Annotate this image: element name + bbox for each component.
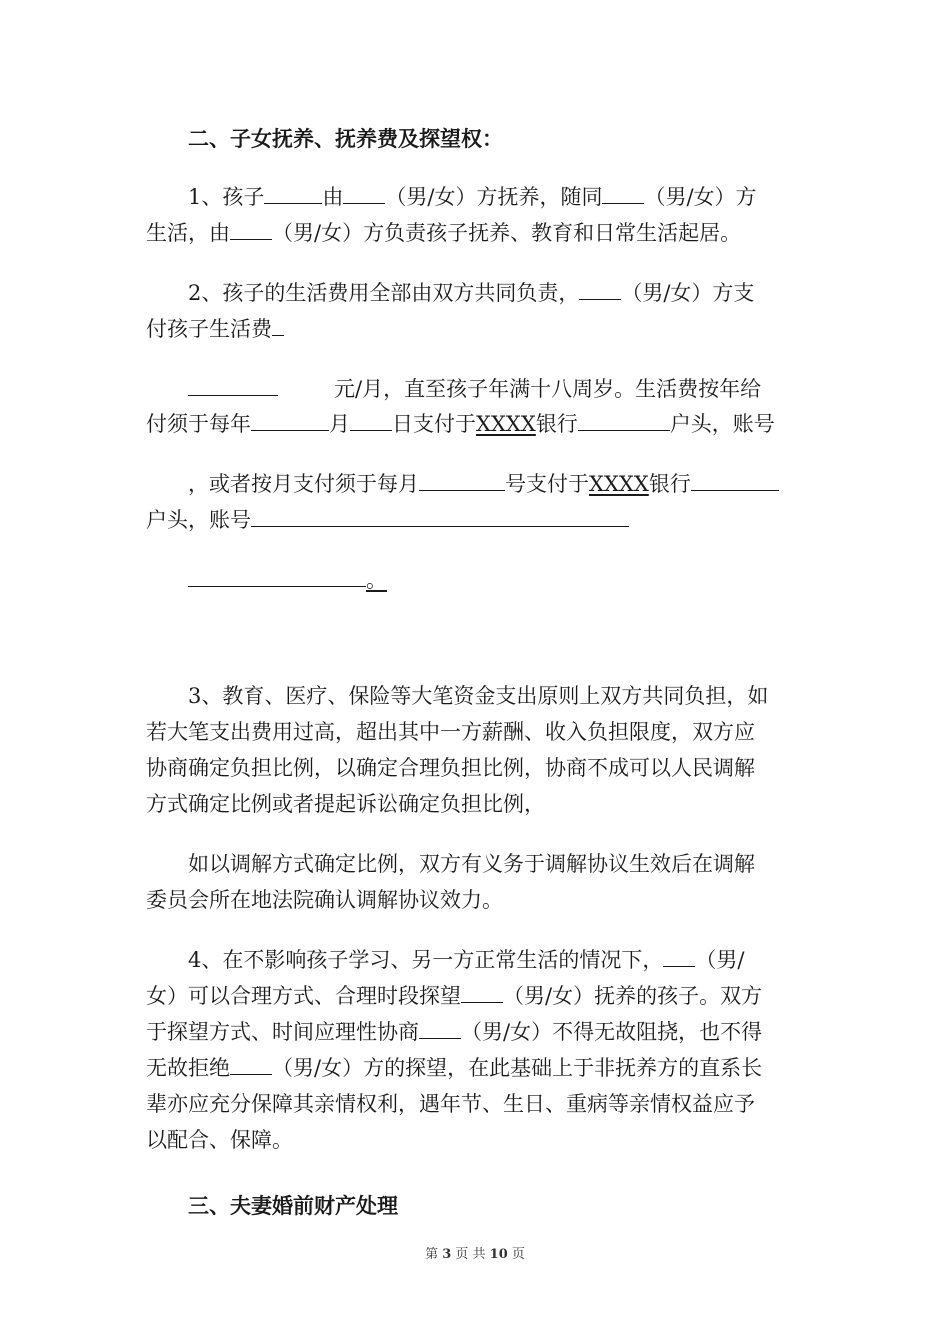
paragraph-line <box>188 185 757 209</box>
text-run: 户头，账号 <box>146 508 251 532</box>
text-run: （男/女）方负责孩子抚养、教育和日常生活起居。 <box>272 221 742 245</box>
fill-blank[interactable] <box>602 185 644 204</box>
current-page-number: 3 <box>442 1247 452 1262</box>
text-run: 付须于每年 <box>146 412 251 436</box>
text-run: 于探望方式、时间应理性协商 <box>146 1020 419 1044</box>
paragraph-line <box>146 1056 762 1080</box>
text-run: 户头，账号 <box>669 412 775 436</box>
paragraph-line: 3、教育、医疗、保险等大笔资金支出原则上双方共同负担，如 <box>188 684 769 708</box>
fill-blank[interactable] <box>264 185 322 204</box>
text-run: 女）可以合理方式、合理时段探望 <box>146 984 461 1008</box>
fill-blank[interactable] <box>419 1020 461 1039</box>
fill-blank[interactable] <box>230 221 272 240</box>
text-run: 银行 <box>535 412 578 436</box>
text-run: 4、在不影响孩子学习、另一方正常生活的情况下， <box>188 948 664 972</box>
text-run: ，或者按月支付须于每月 <box>188 472 419 496</box>
fill-blank[interactable] <box>251 412 329 431</box>
paragraph-line <box>188 568 387 592</box>
paragraph-line: 若大笔支出费用过高，超出其中一方薪酬、收入负担限度，双方应 <box>146 720 755 744</box>
text-run: （男/ <box>695 948 745 972</box>
fill-blank[interactable] <box>350 412 392 431</box>
fill-blank[interactable] <box>188 377 278 396</box>
text-run: 日支付于 <box>392 412 476 436</box>
bank-name: XXXX <box>589 472 649 496</box>
text-run: （男/女）方支 <box>621 281 755 305</box>
text-run: （男/女）方抚养，随同 <box>385 185 603 209</box>
paragraph-line: 以配合、保障。 <box>146 1128 293 1152</box>
text-run: 元/月，直至孩子年满十八周岁。生活费按年给 <box>334 377 762 401</box>
paragraph-line <box>188 472 779 496</box>
paragraph-line <box>188 377 761 401</box>
total-page-number: 10 <box>489 1247 508 1262</box>
paragraph-line <box>146 508 629 532</box>
text-run: 无故拒绝 <box>146 1056 230 1080</box>
fill-blank[interactable] <box>272 317 284 336</box>
paragraph-line: 委员会所在地法院确认调解协议效力。 <box>146 888 503 912</box>
paragraph-line: 如以调解方式确定比例，双方有义务于调解协议生效后在调解 <box>188 852 755 876</box>
text-run: 号支付于 <box>505 472 589 496</box>
paragraph-line <box>146 412 775 436</box>
text-run: （男/女）方 <box>644 185 757 209</box>
text-run: （男/女）方的探望，在此基础上于非抚养方的直系长 <box>272 1056 763 1080</box>
text-run: 月 <box>329 412 350 436</box>
fill-blank[interactable] <box>251 508 629 527</box>
footer-text: 页 <box>507 1247 525 1262</box>
page-footer <box>0 1247 950 1263</box>
section-heading: 二、子女抚养、抚养费及探望权： <box>188 126 503 151</box>
paragraph-line <box>188 281 754 305</box>
paragraph-line <box>146 221 741 245</box>
text-run: （男/女）不得无故阻挠，也不得 <box>461 1020 763 1044</box>
footer-text: 第 <box>425 1247 443 1262</box>
text-run: 2、孩子的生活费用全部由双方共同负责， <box>188 281 580 305</box>
text-run: 付孩子生活费 <box>146 317 272 341</box>
text-run: 由 <box>322 185 344 209</box>
fill-blank[interactable] <box>230 1056 272 1075</box>
fill-blank[interactable] <box>343 185 385 204</box>
text-run: 生活，由 <box>146 221 230 245</box>
fill-blank[interactable] <box>419 472 505 491</box>
paragraph-line <box>146 984 762 1008</box>
fill-blank[interactable] <box>188 568 366 587</box>
fill-blank[interactable] <box>578 412 670 431</box>
paragraph-line: 辈亦应充分保障其亲情权利，遇年节、生日、重病等亲情权益应予 <box>146 1092 755 1116</box>
paragraph-line: 协商确定负担比例，以确定合理负担比例，协商不成可以人民调解 <box>146 756 755 780</box>
footer-text: 页 共 <box>451 1247 490 1262</box>
fill-blank[interactable] <box>579 281 621 300</box>
text-run: 银行 <box>648 472 691 496</box>
fill-blank[interactable] <box>663 948 695 967</box>
section-heading: 三、夫妻婚前财产处理 <box>188 1193 398 1218</box>
fill-blank[interactable] <box>691 472 779 491</box>
bank-name: XXXX <box>476 412 536 436</box>
text-run: 。 <box>366 568 387 592</box>
text-run: （男/女）抚养的孩子。双方 <box>503 984 763 1008</box>
paragraph-line: 方式确定比例或者提起诉讼确定负担比例， <box>146 792 545 816</box>
fill-blank[interactable] <box>461 984 503 1003</box>
paragraph-line <box>146 1020 762 1044</box>
text-run: 1、孩子 <box>188 185 265 209</box>
paragraph-line <box>146 317 284 341</box>
paragraph-line <box>188 948 744 972</box>
